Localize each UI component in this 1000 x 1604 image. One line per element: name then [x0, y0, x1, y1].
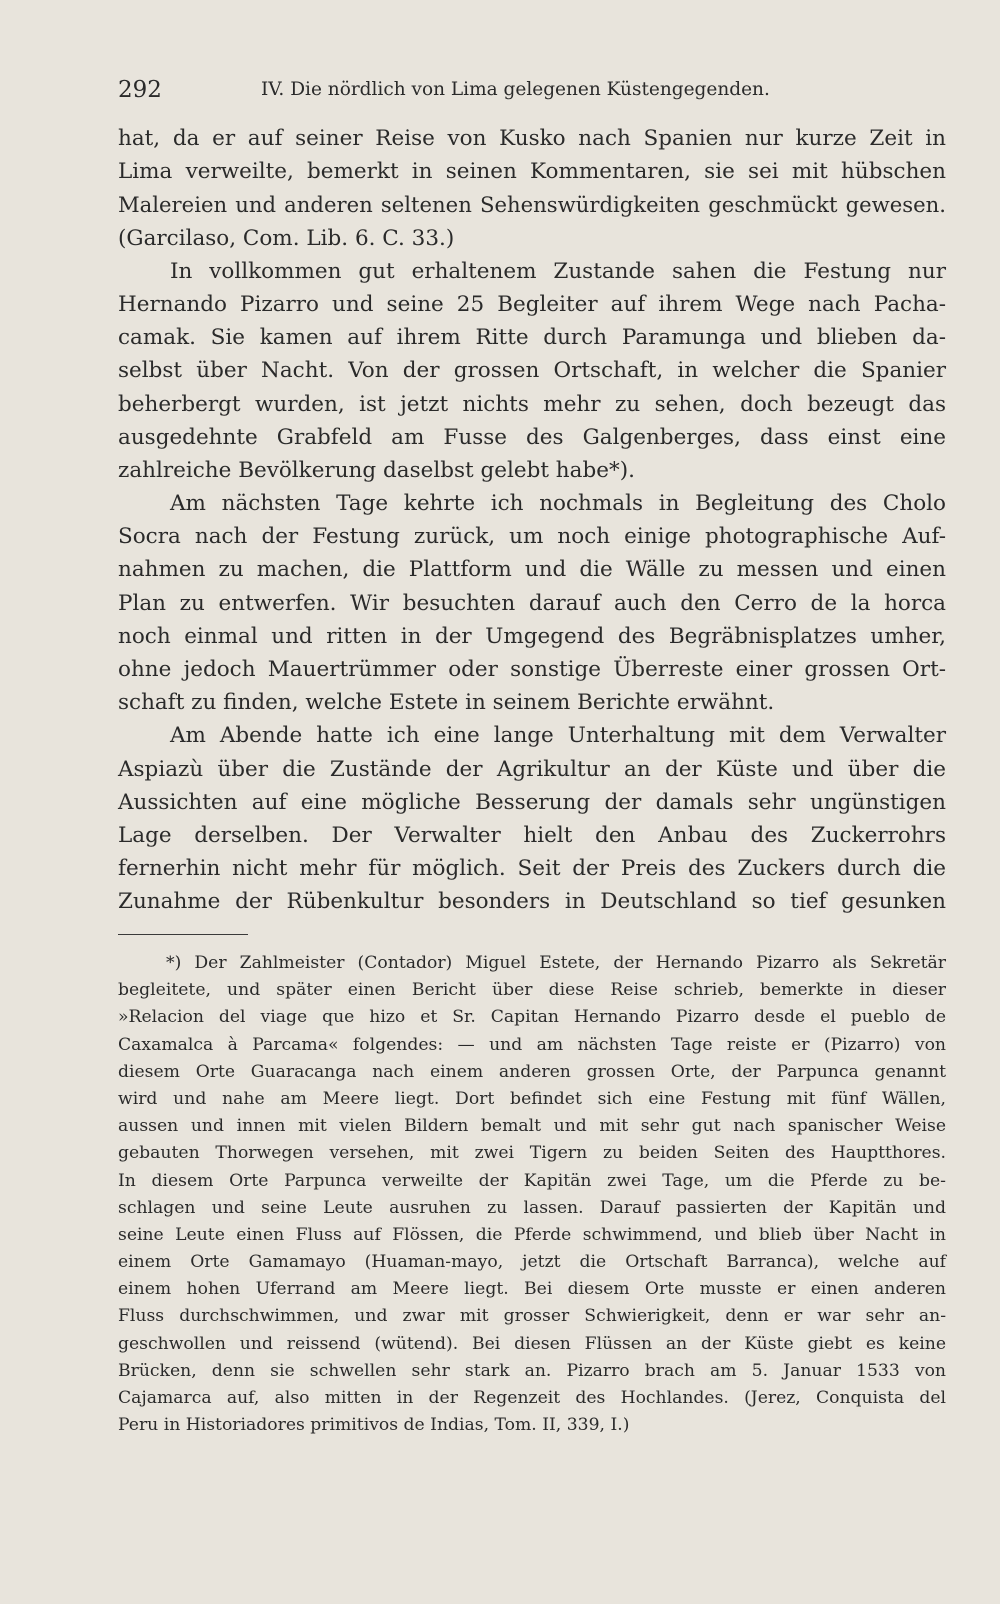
text-line: ausgedehnte Grabfeld am Fusse des Galgenberges, dass einst eine: [118, 424, 946, 450]
text-line: nahmen zu machen, die Plattform und die Wälle zu messen und einen: [118, 557, 946, 583]
text-line: Lima verweilte, bemerkt in seinen Kommentaren, sie sei mit hübschen: [118, 159, 946, 185]
main-text: [118, 122, 946, 919]
text-line: camak. Sie kamen auf ihrem Ritte durch Paramunga und blieben da-: [118, 325, 946, 351]
text-line: zahlreiche Bevölkerung daselbst gelebt habe*).: [118, 457, 635, 483]
text-line: Hernando Pizarro und seine 25 Begleiter auf ihrem Wege nach Pacha-: [118, 291, 946, 317]
footnote-line: Fluss durchschwimmen, und zwar mit grosser Schwierigkeit, denn er war sehr an-: [118, 1306, 946, 1327]
text-line: (Garcilaso, Com. Lib. 6. C. 33.): [118, 225, 455, 251]
footnote-line: Brücken, denn sie schwellen sehr stark an. Pizarro brach am 5. Januar 1533 von: [118, 1360, 946, 1381]
footnote-line: In diesem Orte Parpunca verweilte der Kapitän zwei Tage, um die Pferde zu be-: [118, 1170, 946, 1191]
running-head: IV. Die nördlich von Lima gelegenen Küstengegenden.: [261, 79, 770, 100]
text-line: schaft zu finden, welche Estete in seinem Berichte erwähnt.: [118, 690, 775, 716]
page-header: [118, 72, 948, 108]
text-line: Plan zu entwerfen. Wir besuchten darauf auch den Cerro de la horca: [118, 590, 946, 616]
text-line: Malereien und anderen seltenen Sehenswürdigkeiten geschmückt gewesen.: [118, 192, 946, 218]
page-number: 292: [118, 77, 162, 103]
text-line: fernerhin nicht mehr für möglich. Seit der Preis des Zuckers durch die: [118, 856, 946, 882]
footnote-line: Cajamarca auf, also mitten in der Regenzeit des Hochlandes. (Jerez, Conquista del: [118, 1388, 946, 1408]
footnote-line: aussen und innen mit vielen Bildern bemalt und mit sehr gut nach spanischer Weise: [118, 1116, 946, 1137]
text-line: Socra nach der Festung zurück, um noch einige photographische Auf-: [118, 524, 946, 550]
footnote-line: wird und nahe am Meere liegt. Dort befindet sich eine Festung mit fünf Wällen,: [118, 1088, 946, 1109]
footnote-line: einem Orte Gamamayo (Huaman-mayo, jetzt die Ortschaft Barranca), welche auf: [118, 1252, 946, 1273]
footnote-line: seine Leute einen Fluss auf Flössen, die Pferde schwimmend, und blieb über Nacht in: [118, 1224, 946, 1245]
text-line: ohne jedoch Mauertrümmer oder sonstige Überreste einer grossen Ort-: [118, 657, 946, 682]
text-line: Lage derselben. Der Verwalter hielt den Anbau des Zuckerrohrs: [118, 822, 946, 848]
text-line: Aussichten auf eine mögliche Besserung der damals sehr ungünstigen: [118, 789, 946, 815]
footnote: [118, 950, 946, 1439]
footnote-line: schlagen und seine Leute ausruhen zu lassen. Darauf passierten der Kapitän und: [118, 1197, 946, 1218]
footnote-rule: [118, 934, 248, 935]
footnote-line: einem hohen Uferrand am Meere liegt. Bei diesem Orte musste er einen anderen: [118, 1279, 946, 1300]
footnote-line: begleitete, und später einen Bericht über diese Reise schrieb, bemerkte in dieser: [118, 980, 946, 1001]
footnote-line: Peru in Historiadores primitivos de Indias, Tom. II, 339, I.): [118, 1415, 630, 1436]
text-line: hat, da er auf seiner Reise von Kusko nach Spanien nur kurze Zeit in: [118, 126, 946, 151]
footnote-line: gebauten Thorwegen versehen, mit zwei Tigern zu beiden Seiten des Hauptthores.: [118, 1143, 946, 1164]
text-line: noch einmal und ritten in der Umgegend des Begräbnisplatzes umher,: [118, 623, 946, 649]
footnote-line: diesem Orte Guaracanga nach einem anderen grossen Orte, der Parpunca genannt: [118, 1061, 946, 1082]
text-line: beherbergt wurden, ist jetzt nichts mehr zu sehen, doch bezeugt das: [118, 391, 946, 417]
text-line: Zunahme der Rübenkultur besonders in Deutschland so tief gesunken: [118, 889, 946, 915]
footnote-line: »Relacion del viage que hizo et Sr. Capitan Hernando Pizarro desde el pueblo de: [118, 1007, 946, 1028]
text-line: selbst über Nacht. Von der grossen Ortschaft, in welcher die Spanier: [118, 358, 946, 384]
footnote-line: Caxamalca à Parcama« folgendes: — und am nächsten Tage reiste er (Pizarro) von: [118, 1034, 946, 1055]
footnote-line: geschwollen und reissend (wütend). Bei diesen Flüssen an der Küste giebt es keine: [118, 1333, 946, 1354]
text-line: Am nächsten Tage kehrte ich nochmals in Begleitung des Cholo: [170, 491, 946, 517]
footnote-line: *) Der Zahlmeister (Contador) Miguel Estete, der Hernando Pizarro als Sekretär: [166, 953, 946, 973]
text-line: Am Abende hatte ich eine lange Unterhaltung mit dem Verwalter: [170, 723, 946, 749]
text-line: In vollkommen gut erhaltenem Zustande sahen die Festung nur: [170, 258, 946, 284]
text-line: Aspiazù über die Zustände der Agrikultur an der Küste und über die: [118, 756, 946, 782]
